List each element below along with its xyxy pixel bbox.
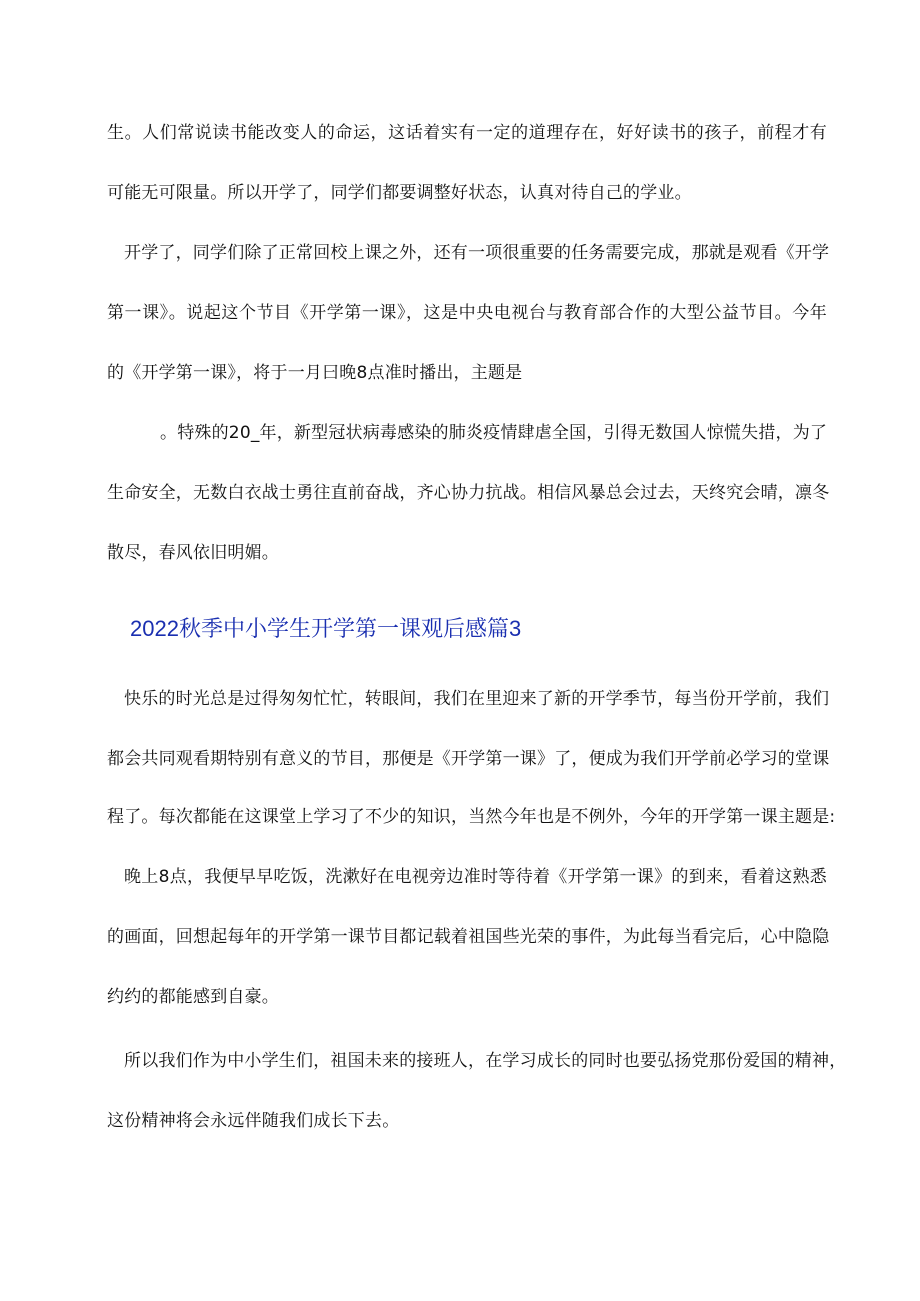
paragraph-line: 晚上8点，我便早早吃饭，洗漱好在电视旁边准时等待着《开学第一课》的到来，看着这熟悉 (124, 867, 827, 887)
section-heading: 2022秋季中小学生开学第一课观后感篇3 (130, 616, 522, 641)
paragraph-line: 快乐的时光总是过得匆匆忙忙，转眼间，我们在里迎来了新的开学季节，每当份开学前，我们 (124, 689, 830, 709)
paragraph-line: 的画面，回想起每年的开学第一课节目都记载着祖国些光荣的事件，为此每当看完后，心中隐隐 (107, 927, 830, 947)
paragraph-line: 都会共同观看期特别有意义的节目，那便是《开学第一课》了，便成为我们开学前必学习的堂课 (107, 749, 830, 769)
paragraph-line: 开学了，同学们除了正常回校上课之外，还有一项很重要的任务需要完成，那就是观看《开学 (124, 243, 830, 263)
paragraph-line: 约约的都能感到自豪。 (107, 987, 279, 1007)
paragraph-line: 。特殊的20_年，新型冠状病毒感染的肺炎疫情肆虐全国，引得无数国人惊慌失措，为了 (160, 423, 828, 443)
paragraph-line: 生命安全，无数白衣战士勇往直前奋战，齐心协力抗战。相信风暴总会过去，天终究会晴，凛冬 (107, 483, 830, 503)
paragraph-line: 的《开学第一课》，将于一月曰晚8点准时播出，主题是 (107, 363, 523, 383)
paragraph-line: 散尽，春风依旧明媚。 (107, 543, 279, 563)
paragraph-line: 程了。每次都能在这课堂上学习了不少的知识，当然今年也是不例外，今年的开学第一课主题是: (107, 807, 836, 827)
paragraph-line: 这份精神将会永远伴随我们成长下去。 (107, 1111, 400, 1131)
paragraph-line: 可能无可限量。所以开学了，同学们都要调整好状态，认真对待自己的学业。 (107, 183, 692, 203)
paragraph-line: 生。人们常说读书能改变人的命运，这话着实有一定的道理存在，好好读书的孩子，前程才有 (107, 123, 827, 143)
paragraph-line: 所以我们作为中小学生们，祖国未来的接班人，在学习成长的同时也要弘扬党那份爱国的精神， (124, 1051, 847, 1071)
paragraph-line: 第一课》。说起这个节目《开学第一课》，这是中央电视台与教育部合作的大型公益节目。今年 (107, 303, 827, 323)
